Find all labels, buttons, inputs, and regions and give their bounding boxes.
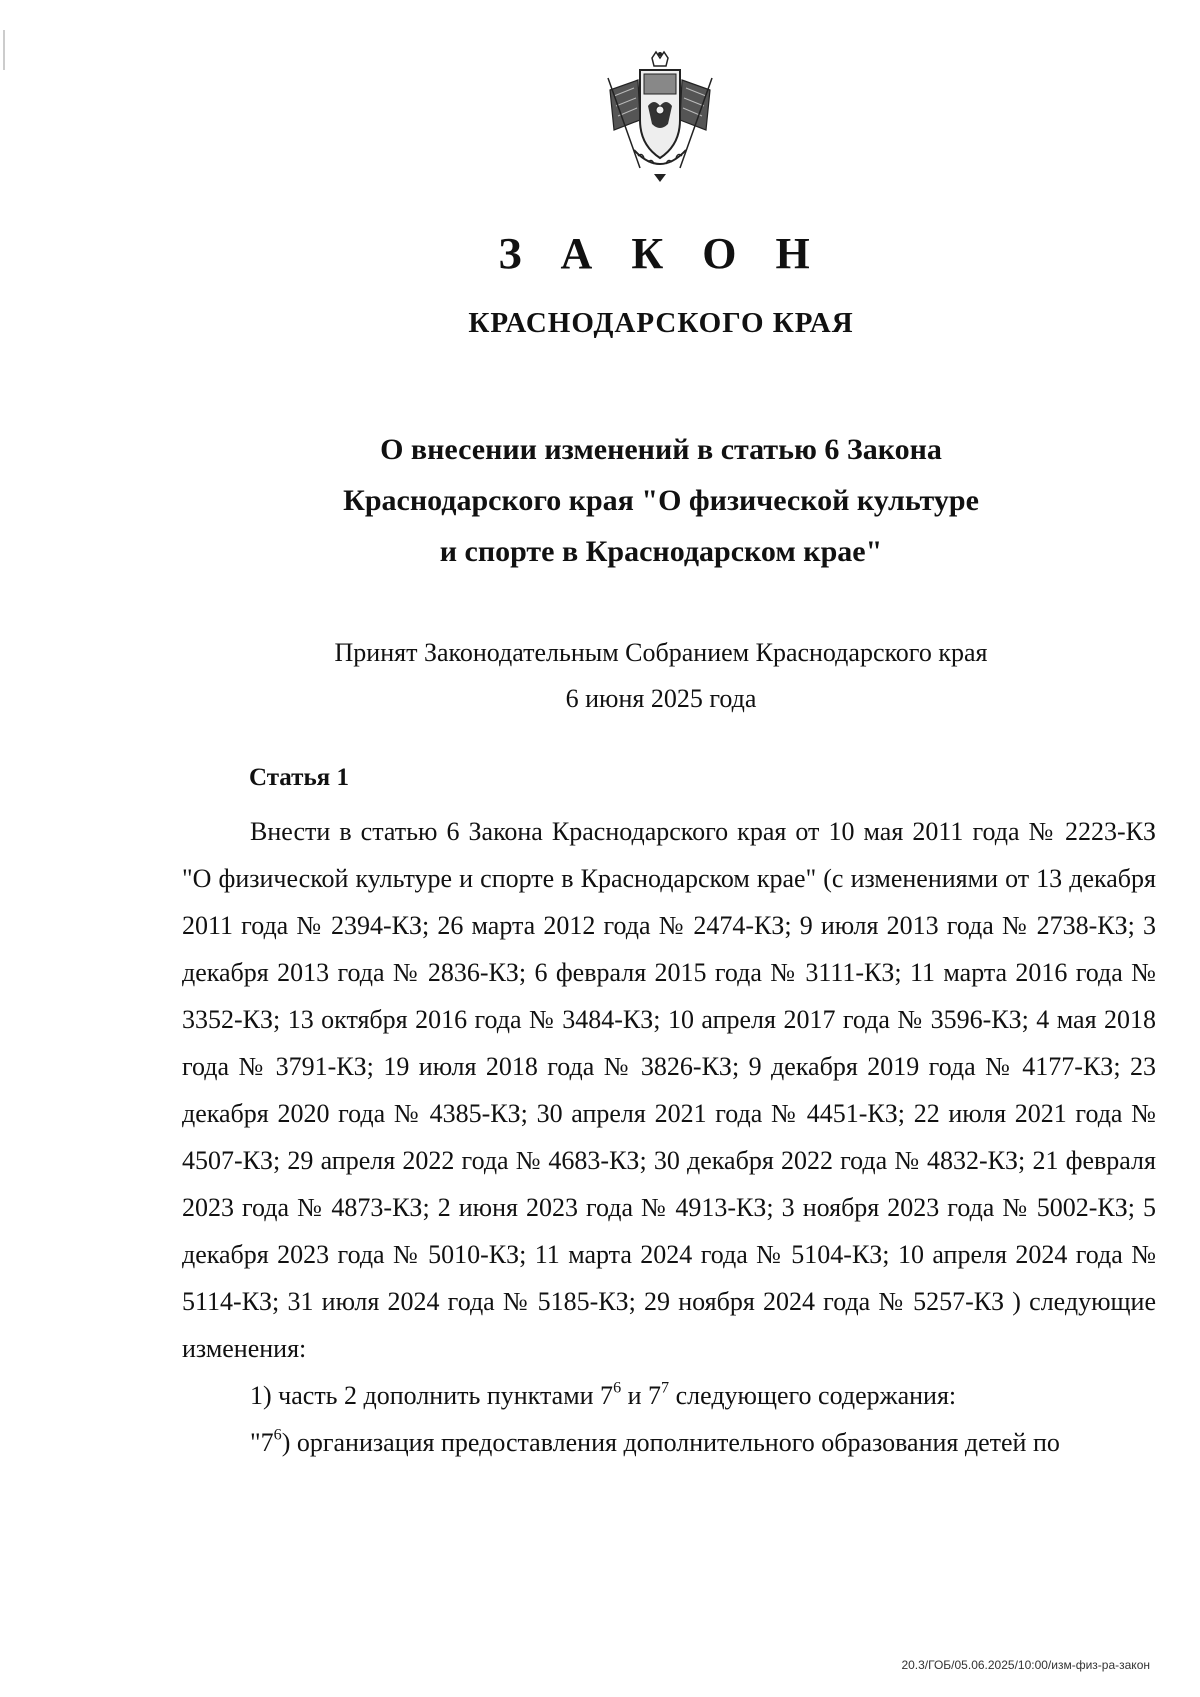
article-body [182,808,1156,1466]
law-name-line: и спорте в Краснодарском крае" [439,535,883,568]
scan-edge-mark [3,30,5,70]
article-intro-paragraph: Внести в статью 6 Закона Краснодарского края от 10 мая 2011 года № 2223-КЗ "О физической культуре и спорте в Краснодарском крае" (с изменениями от 13 декабря 2011 года № 2394-КЗ; 26 марта 2012 года № 2474-КЗ; 9 июля 2013 года № 2738-КЗ; 3 декабря 2013 года № 2836-КЗ; 6 февраля 2015 года № 3111-КЗ; 11 марта 2016 года № 3352-КЗ; 13 октября 2016 года № 3484-КЗ; 10 апреля 2017 года № 3596-КЗ; 4 мая 2018 года № 3791-КЗ; 19 июля 2018 года № 3826-КЗ; 9 декабря 2019 года № 4177-КЗ; 23 декабря 2020 года № 4385-КЗ; 30 апреля 2021 года № 4451-КЗ; 22 июля 2021 года № 4507-КЗ; 29 апреля 2022 года № 4683-КЗ; 30 декабря 2022 года № 4832-КЗ; 21 февраля 2023 года № 4873-КЗ; 2 июня 2023 года № 4913-КЗ; 3 ноября 2023 года № 5002-КЗ; 5 декабря 2023 года № 5010-КЗ; 11 марта 2024 года № 5104-КЗ; 10 апреля 2024 года № 5114-КЗ; 31 июля 2024 года № 5185-КЗ; 29 ноября 2024 года № 5257-КЗ ) следующие изменения: [182,817,1156,1363]
coat-of-arms-icon [600,50,720,185]
adoption-date: 6 июня 2025 года [565,684,757,713]
law-name-line: Краснодарского края "О физической культуре [343,484,979,517]
article-item-1: 1) часть 2 дополнить пунктами $7^6$ и $7^7$ следующего содержания: [250,1379,957,1410]
adoption-info [0,630,1200,722]
document-code: 20.3/ГОБ/05.06.2025/10:00/изм-физ-ра-закон [901,1658,1150,1672]
document-title: З А К О Н [498,229,824,278]
adoption-body: Принят Законодательным Собранием Краснодарского края [334,638,988,667]
law-name-line: О внесении изменений в статью 6 Закона [380,433,942,466]
document-subtitle: КРАСНОДАРСКОГО КРАЯ [468,307,854,339]
law-name [0,424,1200,577]
article-heading: Статья 1 [249,764,349,791]
article-quote-paragraph: "$7^6$) организация предоставления дополнительного образования детей по [250,1426,1060,1457]
